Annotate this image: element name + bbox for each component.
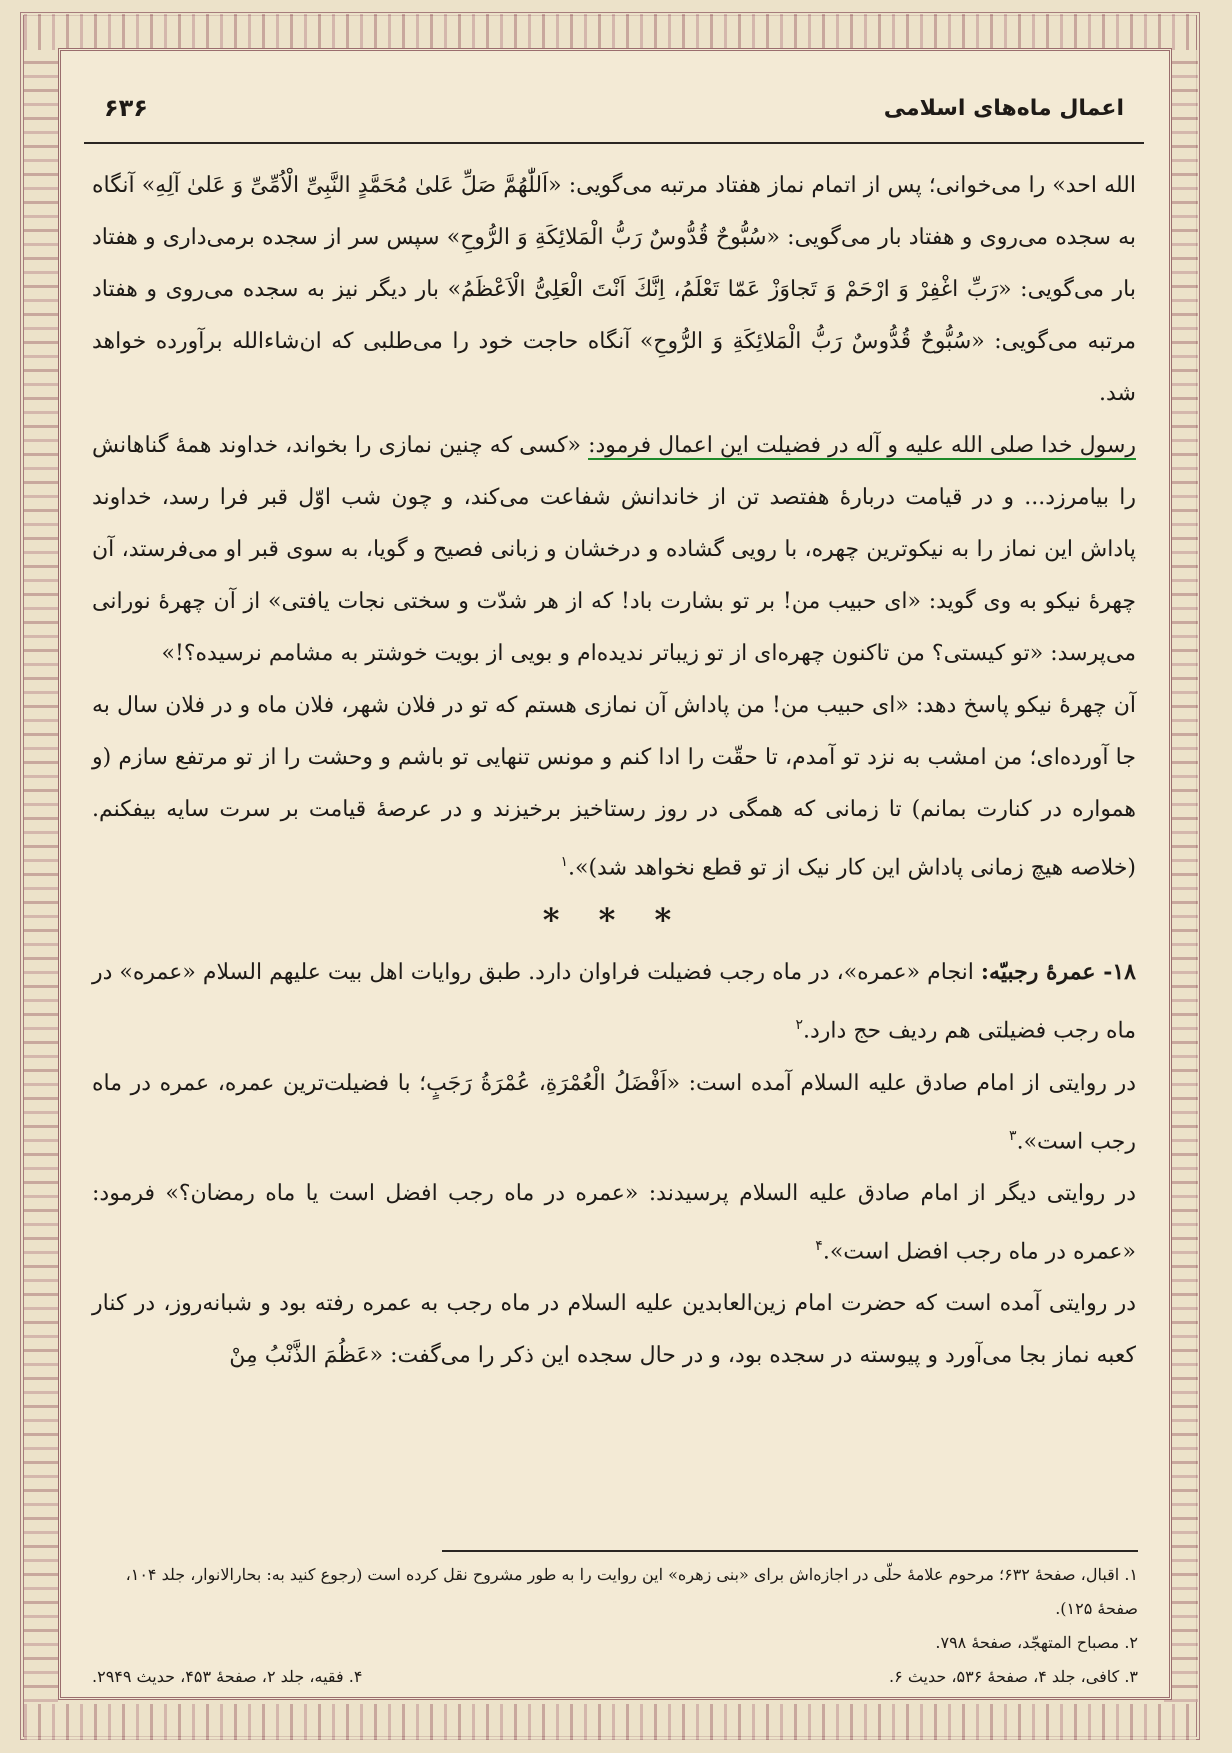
footnote-ref-4: ۴ [815,1237,823,1254]
highlighted-phrase: رسول خدا صلی الله علیه و آله در فضیلت این اعمال فرمود: [588,433,1136,458]
paragraph-4-text: انجام «عمره»، در ماه رجب فضیلت فراوان دارد. طبق روایات اهل بیت علیهم السلام «عمره» در ماه رجب فضیلتی هم ردیف حج دارد. [92,960,1136,1044]
footnote-ref-1: ۱ [560,854,568,870]
paragraph-2-rest: «کسی که چنین نمازی را بخواند، خداوند همهٔ گناهانش را بیامرزد... و در قیامت دربارهٔ هفتصد تن از خاندانش شفاعت می‌کند، و چون شب اوّل قبر فرا رسد، خداوند پاداش این نماز را به نیکوترین چهره، با رویی گشاده و درخشان و زبانی فصیح و گویا، به سوی قبر او می‌فرستد، آن چهرهٔ نیکو به وی گوید: «ای حبیب من! بر تو بشارت باد! که از هر شدّت و سختی نجات یافتی» از آن چهرهٔ نورانی می‌پرسد: «تو کیستی؟ من تاکنون چهره‌ای از تو زیباتر ندیده‌ام و بویی از بویت خوشتر به مشامم نرسیده؟!» [92,433,1136,666]
section-divider-stars: * * * [542,901,686,940]
footnote-3: ۳. کافی، جلد ۴، صفحهٔ ۵۳۶، حدیث ۶. [889,1667,1138,1686]
paragraph-6-text: در روایتی دیگر از امام صادق علیه السلام پرسیدند: «عمره در ماه رجب افضل است یا ماه رمضان؟» فرمود: «عمره در ماه رجب افضل است». [92,1180,1136,1265]
paragraph-3 [92,680,1136,894]
paragraph-2 [92,420,1136,680]
page-number: ۶۳۶ [104,94,148,122]
ornament-band-top [24,14,1196,50]
footnote-row [92,1660,1138,1694]
ornament-band-left [24,50,58,1702]
body-text [92,160,1136,1382]
ornament-band-bottom [24,1704,1196,1740]
footnote-separator [442,1550,1138,1552]
footnote-ref-3: ۳ [1009,1127,1017,1144]
paragraph-5 [92,1058,1136,1168]
paragraph-6 [92,1168,1136,1278]
footnote-ref-2: ۲ [795,1017,804,1034]
paragraph-1: الله احد» را می‌خوانی؛ پس از اتمام نماز هفتاد مرتبه می‌گویی: «اَللّٰهُمَّ صَلِّ عَلیٰ مُحَمَّدٍ النَّبِیِّ الْاُمِّیِّ وَ عَلیٰ آلِهِ» آنگاه به سجده می‌روی و هفتاد بار می‌گویی: «سُبُّوحٌ قُدُّوسٌ رَبُّ الْمَلائِکَةِ وَ الرُّوحِ» سپس سر از سجده برمی‌داری و هفتاد بار می‌گویی: «رَبِّ اغْفِرْ وَ ارْحَمْ وَ تَجاوَزْ عَمّا تَعْلَمُ، اِنَّكَ اَنْتَ الْعَلِیُّ الْاَعْظَمُ» بار دیگر نیز به سجده می‌روی و هفتاد مرتبه می‌گویی: «سُبُّوحٌ قُدُّوسٌ رَبُّ الْمَلائِکَةِ وَ الرُّوحِ» آنگاه حاجت خود را می‌طلبی که ان‌شاءالله برآورده خواهد شد. [92,173,1136,406]
paragraph-4 [92,946,1136,1057]
running-title: اعمال ماه‌های اسلامی [883,96,1124,121]
paragraph-7: در روایتی آمده است که حضرت امام زین‌العابدین علیه السلام در ماه رجب به عمره رفته بود و شبانه‌روز، در کنار کعبه نماز بجا می‌آورد و پیوسته در سجده بود، و در حال سجده این ذکر را می‌گفت: «عَظُمَ الذَّنْبُ مِنْ [92,1291,1136,1369]
paragraph-5-text: در روایتی از امام صادق علیه السلام آمده است: «اَفْضَلُ الْعُمْرَةِ، عُمْرَةُ رَجَبٍ؛ با فضیلت‌ترین عمره، عمره در ماه رجب است». [92,1070,1136,1154]
footnote-1: ۱. اقبال، صفحهٔ ۶۳۲؛ مرحوم علامهٔ حلّی در اجازه‌اش برای «بنی زهره» این روایت را به طور مشروح نقل کرده است (رجوع کنید به: بحارالانوار، جلد ۱۰۴، صفحهٔ ۱۲۵). [125,1565,1138,1618]
paragraph-3-text: آن چهرهٔ نیکو پاسخ دهد: «ای حبیب من! من پاداش آن نمازی هستم که تو در فلان شهر، فلان ماه و در فلان سال به جا آورده‌ای؛ من امشب به نزد تو آمدم، تا حقّت را ادا کنم و مونس تنهایی تو باشم و وحشت را از تو مرتفع سازم (و همواره در کنارت بمانم) تا زمانی که همگی در روز رستاخیز برخیزند و در عرصهٔ قیامت بر سرت سایه بیفکنم. (خلاصه هیچ زمانی پاداش این کار نیک از تو قطع نخواهد شد)». [92,693,1136,881]
footnote-2: ۲. مصباح المتهجّد، صفحهٔ ۷۹۸. [935,1633,1138,1652]
page-header [84,82,1144,144]
footnote-4: ۴. فقیه، جلد ۲، صفحهٔ ۴۵۳، حدیث ۲۹۴۹. [92,1667,363,1686]
footnotes [92,1558,1138,1694]
section-heading: ۱۸- عمرهٔ رجبیّه: [980,959,1136,986]
